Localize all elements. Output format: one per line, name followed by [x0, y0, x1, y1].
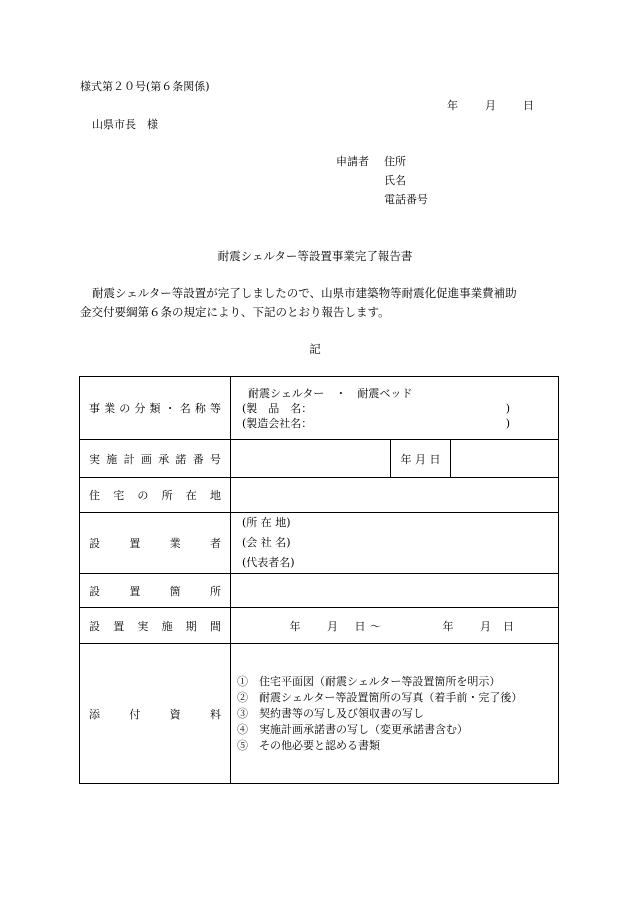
- applicant-phone-label: 電話番号: [384, 193, 428, 206]
- row-business-kind: [80, 377, 559, 440]
- row-install-place: [80, 574, 559, 608]
- label-char: 設: [89, 537, 100, 550]
- product-name-label: (製 品 名：: [242, 401, 313, 415]
- body-text-line2: 金交付要綱第６条の規定により、下記のとおり報告します。: [80, 305, 390, 319]
- label-char: 者: [209, 537, 221, 550]
- label-char: 設: [89, 619, 100, 633]
- install-place-field[interactable]: [231, 574, 559, 608]
- label-char: 置: [129, 584, 141, 598]
- attachment-item: ② 耐震シェルター等設置箇所の写真（着手前・完了後）: [237, 690, 523, 704]
- label-char: 置: [129, 537, 141, 550]
- label-char: 等: [210, 402, 221, 415]
- period-tilde: ～: [370, 619, 381, 633]
- shelter-bed-options[interactable]: 耐震シェルター ・ 耐震ベッド: [248, 386, 413, 400]
- attachments-list: [231, 644, 559, 784]
- label-text: [89, 706, 221, 722]
- label-plan-number: [80, 440, 231, 478]
- applicant-address-label: 住所: [384, 155, 406, 168]
- label-char: 画: [140, 452, 152, 466]
- label-char: 称: [194, 402, 206, 415]
- house-address-field[interactable]: [231, 478, 559, 513]
- label-char: 設: [89, 584, 100, 598]
- label-char: 実: [89, 452, 100, 466]
- label-char: 期: [185, 619, 197, 633]
- label-char: 地: [209, 489, 221, 502]
- period-start-day: 日: [354, 619, 366, 633]
- label-char: ・: [164, 402, 176, 415]
- label-char: 諾: [175, 452, 187, 466]
- label-house-address: [80, 478, 231, 513]
- plan-number-field[interactable]: [231, 440, 391, 478]
- addressee: 山県市長 様: [92, 118, 158, 131]
- label-char: 号: [209, 452, 221, 466]
- label-char: 住: [89, 489, 100, 502]
- installer-location-label: (所 在 地): [242, 516, 291, 529]
- label-char: 間: [209, 619, 221, 633]
- row-house-address: [80, 478, 559, 513]
- period-start-month: 月: [327, 619, 338, 633]
- attachment-item: ④ 実施計画承諾書の写し（変更承諾書含む）: [237, 722, 468, 736]
- applicant-name-label: 氏名: [384, 174, 406, 187]
- label-text: [89, 583, 221, 599]
- label-text: [89, 535, 221, 551]
- installer-field[interactable]: [231, 513, 559, 574]
- row-attachments: [80, 644, 559, 784]
- report-date: [447, 99, 534, 113]
- label-attachments: [80, 644, 231, 784]
- label-char: 在: [185, 489, 197, 502]
- label-char: 承: [158, 452, 170, 466]
- label-text: [89, 451, 221, 467]
- period-end-day: 日: [503, 619, 514, 633]
- label-char: 類: [149, 402, 161, 415]
- label-char: の: [119, 402, 131, 415]
- label-char: 置: [113, 619, 125, 633]
- product-name-close: ): [505, 401, 510, 415]
- period-end-year: 年: [442, 619, 454, 633]
- label-char: 添: [89, 707, 100, 721]
- attachment-item: ③ 契約書等の写し及び領収書の写し: [237, 706, 424, 720]
- maker-name-label: (製造会社名：: [242, 416, 313, 430]
- maker-name-row: [242, 416, 558, 431]
- label-char: 業: [104, 402, 116, 415]
- label-char: 宅: [113, 489, 125, 502]
- label-text: [89, 487, 221, 503]
- installer-company-label: (会 社 名): [242, 536, 291, 549]
- label-char: 施: [161, 619, 173, 633]
- report-table: [79, 376, 559, 784]
- body-text-line1: 耐震シェルター等設置が完了しましたので、山県市建築物等耐震化促進事業費補助: [92, 286, 517, 300]
- period-end-month: 月: [480, 619, 491, 633]
- label-char: 実: [137, 619, 149, 633]
- label-char: 付: [129, 707, 141, 721]
- plan-date-field[interactable]: [451, 440, 559, 478]
- plan-date-label: 年 月 日: [391, 440, 451, 478]
- label-text: [89, 400, 221, 416]
- install-period-field[interactable]: [231, 608, 559, 644]
- label-char: 箇: [169, 584, 181, 598]
- period-start-year: 年: [289, 619, 301, 633]
- label-char: 所: [161, 489, 173, 502]
- label-char: 名: [179, 402, 191, 415]
- label-char: 所: [209, 584, 221, 598]
- label-install-period: [80, 608, 231, 644]
- applicant-heading: 申請者: [336, 155, 369, 168]
- label-char: 資: [169, 707, 181, 721]
- date-day: 日: [523, 99, 534, 112]
- product-name-row: [242, 401, 558, 416]
- row-install-period: [80, 608, 559, 644]
- business-kind-cell[interactable]: [231, 377, 559, 440]
- maker-name-close: ): [505, 416, 510, 430]
- label-char: 事: [89, 402, 100, 415]
- label-business-kind: [80, 377, 231, 440]
- label-text: [89, 618, 221, 634]
- document-title: 耐震シェルター等設置事業完了報告書: [217, 249, 413, 263]
- form-number: 様式第２０号(第６条関係): [80, 80, 210, 93]
- label-char: 番: [192, 452, 204, 466]
- attachment-item: ① 住宅平面図（耐震シェルター等設置箇所を明示）: [237, 674, 501, 688]
- label-char: 計: [123, 452, 135, 466]
- label-char: 業: [169, 537, 181, 550]
- label-char: 分: [134, 402, 146, 415]
- label-char: 料: [209, 707, 221, 721]
- ki-heading: 記: [309, 342, 321, 356]
- date-year: 年: [447, 99, 458, 112]
- attachment-item: ⑤ その他必要と認める書類: [237, 738, 380, 752]
- row-plan-number: [80, 440, 559, 478]
- label-installer: [80, 513, 231, 574]
- date-month: 月: [485, 99, 496, 112]
- label-install-place: [80, 574, 231, 608]
- row-installer: [80, 513, 559, 574]
- label-char: の: [137, 489, 149, 502]
- installer-rep-label: (代表者名): [242, 556, 295, 569]
- label-char: 施: [106, 452, 118, 466]
